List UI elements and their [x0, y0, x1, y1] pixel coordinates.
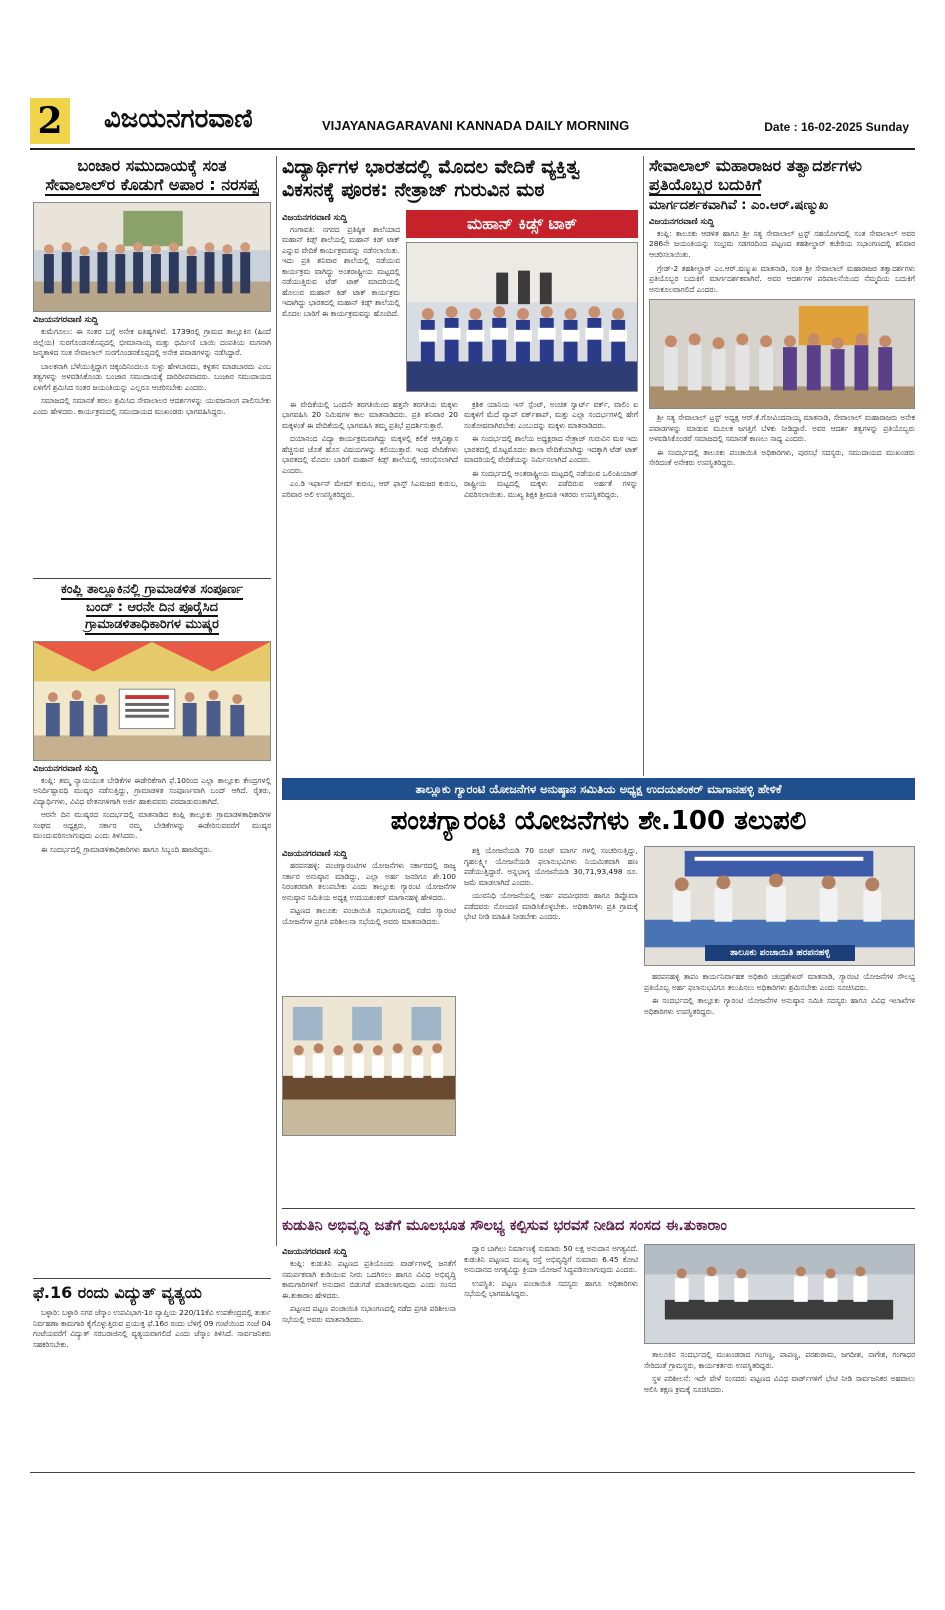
paragraph: ಗ್ರೇಡ್-2 ತಹಶೀಲ್ದಾರ್ ಎಂ.ಆರ್.ಷಣ್ಮುಖ ಮಾತನಾಡಿ, ಸಂತ ಶ್ರೀ ಸೇವಾಲಾಲ್ ಮಹಾರಾಜರ ತತ್ವಾದರ್ಶಗಳು ಪ್ರತಿಯೊಬ್ಬರ ಬದುಕಿಗೆ ಮಾರ್ಗದರ್ಶಕವಾಗಿವೆ. ಅವರ ಆದರ್ಶಗಳ ಪರಿಪಾಲನೆಯಿಂದ ನೆಮ್ಮದಿಯ ಬದುಕಿಗೆ ಅನುಕೂಲವಾಗಲಿದೆ ಎಂದರು.	[649, 263, 915, 294]
paragraph: ಈ ಸಂದರ್ಭದಲ್ಲಿ ತಾಲ್ಲೂಕು ಗ್ಯಾರಂಟಿ ಯೋಜನೆಗಳ ಅನುಷ್ಠಾನ ಸಮಿತಿ ಸದಸ್ಯರು ಹಾಗೂ ವಿವಿಧ ಇಲಾಖೆಗಳ ಅಧಿಕಾರಿಗಳು ಉಪಸ್ಥಿತರಿದ್ದರು.	[644, 996, 915, 1016]
story-body	[282, 1259, 456, 1325]
paragraph: ಬಳ್ಳಾರಿ: ಬಳ್ಳಾರಿ ನಗರ ಜೆಸ್ಕಾಂ ಉಪವಿಭಾಗ-1ರ ವ್ಯಾಪ್ತಿಯ 220/11ಕೆವಿ ಉಪಕೇಂದ್ರದಲ್ಲಿ ತುರ್ತು ನಿರ್ವಹಣಾ ಕಾಮಗಾರಿ ಕೈಗೊಳ್ಳುತ್ತಿರುವ ಪ್ರಯುಕ್ತ ಫೆ.16ರ ರಂದು ಬೆಳಿಗ್ಗೆ 09 ಗಂಟೆಯಿಂದ ಸಂಜೆ 04 ಗಂಟೆಯವರೆಗೆ ವಿದ್ಯುತ್ ಸರಬರಾಜಿನಲ್ಲಿ ವ್ಯತ್ಯಯವಾಗಲಿದೆ ಎಂದು ಜೆಸ್ಕಾಂ ತಿಳಿಸಿದೆ. ಸಾರ್ವಜನಿಕರು ಸಹಕರಿಸಬೇಕು.	[33, 1308, 271, 1349]
paragraph: ಕಂಪ್ಲಿ: ತಾಲೂಕು ಆಡಳಿತ ಹಾಗೂ ಶ್ರೀ ಸತ್ಯ ಸೇವಾಲಾಲ್ ಟ್ರಸ್ಟ್ ಸಹಯೋಗದಲ್ಲಿ ಸಂತ ಸೇವಾಲಾಲ್ ಅವರ 286ನೇ ಜಯಂತಿಯನ್ನು ಸಂಭ್ರಮ ಸಡಗರದಿಂದ ಪಟ್ಟಣದ ತಹಶೀಲ್ದಾರ್ ಕಚೇರಿಯ ಸಭಾಂಗಣದಲ್ಲಿ ಶನಿವಾರ ಆಚರಿಸಲಾಯಿತು.	[649, 228, 915, 259]
story-body	[649, 413, 915, 469]
headline-line: ಪ್ರತಿಯೊಬ್ಬರ ಬದುಕಿಗೆ	[649, 175, 761, 196]
photo-sevalal-event	[649, 299, 915, 409]
headline-line: ಬಂದ್ : ಆರನೇ ದಿನ ಪೂರೈಸಿದ	[86, 600, 218, 618]
dateline: ವಿಜಯನಗರವಾಣಿ ಸುದ್ದಿ	[282, 849, 348, 859]
story-body	[644, 1350, 915, 1395]
story-body	[644, 972, 915, 1017]
dateline: ವಿಜಯನಗರವಾಣಿ ಸುದ್ದಿ	[282, 1247, 348, 1257]
newspaper-title-kannada: ವಿಜಯನಗರವಾಣಿ	[104, 104, 253, 134]
paragraph: ದಯಾನಂದ ವಿದ್ಯಾ ಕಾರ್ಯಕ್ರಮವಾಗಿದ್ದು ಮಕ್ಕಳಲ್ಲಿ ಕಲಿಕೆ ಆತ್ಮವಿಶ್ವಾಸ ಹೆಚ್ಚಿಸುವ ಜೊತೆ ಹೊಸ ವಿಷಯಗಳನ್ನು ಕಲಿಯುತ್ತಾರೆ. ಇಂಥ ವೇದಿಕೆಗಳು ಭಾರತದಲ್ಲಿ ಮೊದಲ ಬಾರಿಗೆ ಮಹಾನ್ ಕಿಡ್ಸ್ ಶಾಲೆಯಲ್ಲಿ ಆರಂಭಿಸಲಾಗಿದೆ ಎಂದರು.	[282, 434, 458, 475]
story-divider	[33, 1278, 271, 1279]
story-body	[33, 776, 271, 856]
paragraph: ಪಟ್ಟಣದ ಪಟ್ಟಣ ಪಂಚಾಯಿತಿ ಸಭಾಂಗಣದಲ್ಲಿ ನಡೆದ ಪ್ರಗತಿ ಪರಿಶೀಲನಾ ಸಭೆಯಲ್ಲಿ ಅವರು ಮಾತನಾಡಿದರು.	[282, 1304, 456, 1324]
story-sevalal-tahsildar	[649, 156, 915, 472]
paragraph: ಬಾಲಕನಾಗಿ ಬೆಳೆಯುತ್ತಿದ್ದಾಗ ಚಿಕ್ಕಂದಿನಿಂದಲೂ ಸುಳ್ಳು ಹೇಳಬಾರದು, ಕಳ್ಳತನ ಮಾಡಬಾರದು ಎಂಬ ತತ್ವಗಳನ್ನು ಅಳವಡಿಸಿಕೊಂಡು ಬಂಜಾರ ಸಮುದಾಯಕ್ಕೆ ದಾರಿದೀಪವಾದರು. ಬಂಜಾರ ಸಮುದಾಯದ ಏಳಿಗೆಗೆ ಶ್ರಮಿಸಿದ ಸಂತರ ಜಯಂತಿಯನ್ನು ಎಲ್ಲರೂ ಆಚರಿಸಬೇಕು ಎಂದರು.	[33, 361, 271, 392]
headline: ಕುಡುತಿನಿ ಅಭಿವೃದ್ಧಿ ಜತೆಗೆ ಮೂಲಭೂತ ಸೌಲಭ್ಯ ಕಲ್ಪಿಸುವ ಭರವಸೆ ನೀಡಿದ ಸಂಸದ ಈ.ತುಕಾರಾಂ	[282, 1218, 727, 1234]
paragraph: ಯುವನಿಧಿ ಯೋಜನೆಯಲ್ಲಿ ಅರ್ಹ ಪದವೀಧರರು ಹಾಗೂ ಡಿಪ್ಲೊಮಾ ಪಡೆದವರು ನೋಂದಣಿ ಮಾಡಿಸಿಕೊಳ್ಳಬೇಕು. ಅಧಿಕಾರಿಗಳು ಪ್ರತಿ ಗ್ರಾಮಕ್ಕೆ ಭೇಟಿ ನೀಡಿ ಮಾಹಿತಿ ನೀಡಬೇಕು ಎಂದರು.	[464, 891, 638, 922]
masthead	[30, 98, 915, 150]
text-column	[464, 400, 638, 504]
story-body	[464, 1244, 638, 1300]
story-body	[282, 861, 456, 927]
photo-students-stage	[406, 242, 638, 392]
story-tukaram	[282, 1212, 915, 1464]
text-column	[282, 846, 456, 930]
paragraph: ಈ ಸಂದರ್ಭದಲ್ಲಿ ಅಂತರಾಷ್ಟ್ರೀಯ ಮಟ್ಟದಲ್ಲಿ ನಡೆಯುವ ಒಲಿಂಪಿಯಾಡ್ ರಾಷ್ಟ್ರೀಯ ಮಟ್ಟದಲ್ಲಿ ಮಕ್ಕಳು ಪಡೆದಿರುವ ಅರ್ಹತೆ ಗಳನ್ನು ವಿವರಿಸಲಾಯಿತು. ಮುಖ್ಯ ಶಿಕ್ಷಕಿ ಶ್ರೀಮತಿ ಇತರರು ಉಪಸ್ಥಿತರಿದ್ದರು.	[464, 468, 638, 499]
headline-line: ಸೇವಾಲಾಲ್ ಮಹಾರಾಜರ ತತ್ವಾದರ್ಶಗಳು	[649, 156, 862, 175]
story-kampli-strike	[33, 582, 271, 858]
paragraph: ಆರನೇ ದಿನ ಮುಷ್ಕರದ ಸಂದರ್ಭದಲ್ಲಿ ಮಾತನಾಡಿದ ಕಂಪ್ಲಿ ತಾಲ್ಲೂಕು ಗ್ರಾಮಾಡಳಿತಾಧಿಕಾರಿಗಳ ಸಂಘದ ಅಧ್ಯಕ್ಷರು, ಸರ್ಕಾರ ನಮ್ಮ ಬೇಡಿಕೆಗಳನ್ನು ಈಡೇರಿಸುವವರೆಗೆ ಮುಷ್ಕರ ಮುಂದುವರಿಸಲಾಗುವುದು ಎಂದು ತಿಳಿಸಿದರು.	[33, 810, 271, 841]
page-bottom-rule	[30, 1472, 915, 1473]
photo-review-meeting	[644, 1244, 915, 1344]
text-column	[644, 1350, 915, 1398]
story-body	[282, 400, 458, 501]
paragraph: ತಾಲೂಕಿನ ಸಂದರ್ಭದಲ್ಲಿ ಮುಖಂಡರಾದ ಗಂಗಣ್ಣ, ಪಾಪಣ್ಣ, ಪರಶುರಾಮ, ಜಗದೀಶ, ನಾಗೇಶ, ಗಂಗಾಧರ ಸೇರಿದಂತೆ ಗ್ರಾಮಸ್ಥರು, ಕಾರ್ಯಕರ್ತರು ಉಪಸ್ಥಿತರಿದ್ದರು.	[644, 1350, 915, 1370]
paragraph: ಸಮಾಜದಲ್ಲಿ ಸಮಾನತೆ ತರಲು ಶ್ರಮಿಸಿದ ಸೇವಾಲಾಲರ ಆದರ್ಶಗಳನ್ನು ಯುವಜನಾಂಗ ಪಾಲಿಸಬೇಕು ಎಂದು ಹೇಳಿದರು. ಕಾರ್ಯಕ್ರಮದಲ್ಲಿ ಸಮುದಾಯದ ಮುಖಂಡರು ಭಾಗವಹಿಸಿದ್ದರು.	[33, 396, 271, 416]
photo-strike-tent	[33, 641, 271, 761]
headline-line: ಮಾರ್ಗದರ್ಶಕವಾಗಿವೆ : ಎಂ.ಆರ್.ಷಣ್ಮುಖ	[649, 198, 829, 214]
story-layout	[282, 1244, 915, 1464]
dateline: ವಿಜಯನಗರವಾಣಿ ಸುದ್ದಿ	[33, 315, 99, 326]
text-column	[282, 1244, 456, 1328]
text-column	[464, 1244, 638, 1303]
headline	[649, 156, 915, 214]
column-rule	[643, 156, 644, 776]
headline-line: ಕಂಪ್ಲಿ ತಾಲ್ಲೂಕಿನಲ್ಲಿ ಗ್ರಾಮಾಡಳಿತ ಸಂಪೂರ್ಣ	[61, 582, 243, 600]
story-body	[649, 229, 915, 295]
subheadline-banner: ತಾಲ್ಲೂಕು ಗ್ಯಾರಂಟಿ ಯೋಜನೆಗಳ ಅನುಷ್ಠಾನ ಸಮಿತಿಯ ಅಧ್ಯಕ್ಷ ಉದಯಶಂಕರ್ ಮಾಗಾನಹಳ್ಳಿ ಹೇಳಿಕೆ	[282, 778, 915, 800]
headline	[33, 156, 271, 196]
paragraph: ಈ ಸಂದರ್ಭದಲ್ಲಿ ತಾಲೂಕು ಪಂಚಾಯಿತಿ ಅಧಿಕಾರಿಗಳು, ಪುರಸಭೆ ಸದಸ್ಯರು, ಸಮುದಾಯದ ಮುಖಂಡರು ಸೇರಿದಂತೆ ಅನೇಕರು ಉಪಸ್ಥಿತರಿದ್ದರು.	[649, 447, 915, 468]
story-body	[33, 327, 271, 417]
paragraph: ದ್ವಾರ ಬಾಗಿಲು ನಿರ್ಮಾಣಕ್ಕೆ ಸುಮಾರು 50 ಲಕ್ಷ ಅನುದಾನ ಅಗತ್ಯವಿದೆ. ಕುಡುತಿನಿ ಪಟ್ಟಣದ ಮುಖ್ಯ ರಸ್ತೆ ಅಭಿವೃದ್ಧಿಗೆ ಸುಮಾರು 6.45 ಕೋಟಿ ಅನುದಾನದ ಅಗತ್ಯವಿದ್ದು ಕ್ರಿಯಾ ಯೋಜನೆ ಸಿದ್ಧಪಡಿಸಲಾಗುವುದು ಎಂದರು.	[464, 1244, 638, 1275]
photo-meeting-hall	[282, 996, 456, 1136]
story-layout	[282, 846, 915, 1236]
text-column	[644, 972, 915, 1020]
column-rule	[276, 156, 277, 776]
paragraph: ಹರಪನಹಳ್ಳಿ ತಾಪಂ ಕಾರ್ಯನಿರ್ವಾಹಕ ಅಧಿಕಾರಿ ಚಂದ್ರಶೇಖರ್ ಮಾತನಾಡಿ, ಗ್ಯಾರಂಟಿ ಯೋಜನೆಗಳ ಸೌಲಭ್ಯ ಪ್ರತಿಯೊಬ್ಬ ಅರ್ಹ ಫಲಾನುಭವಿಗೂ ತಲುಪಿಸಲು ಅಧಿಕಾರಿಗಳು ಶ್ರಮಿಸಬೇಕು ಎಂದು ಸೂಚಿಸಿದರು.	[644, 972, 915, 992]
paragraph: ಶಕ್ತಿ ಯೋಜನೆಯಡಿ 70 ರೂಟ್ ಮಾರ್ಗ ಗಳಲ್ಲಿ ಸಂಚರಿಸುತ್ತಿದ್ದು, ಗೃಹಲಕ್ಷ್ಮೀ ಯೋಜನೆಯಡಿ ಫಲಾನುಭವಿಗಳು ನಿಯಮಿತವಾಗಿ ಹಣ ಪಡೆಯುತ್ತಿದ್ದಾರೆ. ಅನ್ನಭಾಗ್ಯ ಯೋಜನೆಯಡಿ 30,71,93,498 ರೂ. ಜಮೆ ಮಾಡಲಾಗಿದೆ ಎಂದರು.	[464, 846, 638, 887]
paragraph: ಕಂಪ್ಲಿ: ಕುಡುತಿನಿ ಪಟ್ಟಣದ ಪ್ರತಿಯೊಂದು ವಾರ್ಡ್‌ಗಳಲ್ಲಿ ಜನತೆಗೆ ಸಮರ್ಪಕವಾಗಿ ಕುಡಿಯುವ ನೀರು ಒದಗಿಸಲು ಹಾಗೂ ವಿವಿಧ ಅಭಿವೃದ್ಧಿ ಕಾಮಗಾರಿಗಳಿಗೆ ಅನುದಾನ ಬಿಡುಗಡೆ ಮಾಡಲಾಗುವುದು ಎಂದು ಸಂಸದ ಈ.ತುಕಾರಾಂ ಹೇಳಿದರು.	[282, 1259, 456, 1300]
story-guarantee-schemes	[282, 778, 915, 1236]
paragraph: ಈ ಸಂದರ್ಭದಲ್ಲಿ ಗ್ರಾಮಾಡಳಿತಾಧಿಕಾರಿಗಳು ಹಾಗೂ ಸಿಬ್ಬಂದಿ ಹಾಜರಿದ್ದರು.	[41, 844, 213, 854]
paragraph: ಶ್ರೀ ಸತ್ಯ ಸೇವಾಲಾಲ್ ಟ್ರಸ್ಟ್ ಅಧ್ಯಕ್ಷ ಆರ್.ಕೆ.ಗೋವಿಂದನಾಯ್ಕ ಮಾತನಾಡಿ, ಸೇವಾಲಾಲ್ ಮಹಾರಾಜರು ಅನೇಕ ಪವಾಡಗಳನ್ನು ಮಾಡುವ ಮೂಲಕ ಜಗತ್ತಿಗೆ ಬೆಳಕು ನೀಡಿದ್ದಾರೆ. ಅವರ ಆದರ್ಶ ತತ್ವಗಳನ್ನು ಪ್ರತಿಯೊಬ್ಬರು ಅಳವಡಿಸಿಕೊಂಡರೆ ಸಮಾಜದಲ್ಲಿ ಸಮಾನತೆ ಕಾಣಲು ಸಾಧ್ಯ ಎಂದರು.	[649, 413, 915, 444]
story-banjara	[33, 156, 271, 421]
paragraph: ಈ ವೇದಿಕೆಯಲ್ಲಿ ಒಂದನೇ ತರಗತಿಯಿಂದ ಹತ್ತನೇ ತರಗತಿಯ ಮಕ್ಕಳು ಭಾಗವಹಿಸಿ 20 ನಿಮಿಷಗಳ ಕಾಲ ಮಾತನಾಡಿದರು. ಪ್ರತಿ ಶನಿವಾರ 20 ಮಕ್ಕಳಂತೆ ಈ ವೇದಿಕೆಯಲ್ಲಿ ಭಾಗವಹಿಸಿ ತಮ್ಮ ಪ್ರತಿಭೆ ಪ್ರದರ್ಶಿಸುತ್ತಾರೆ.	[282, 399, 458, 430]
page-number: 2	[30, 98, 70, 144]
story-body	[282, 225, 400, 320]
headline-line: ವಿಕಸನಕ್ಕೆ ಪೂರಕ: ನೇತ್ರಾಜ್ ಗುರುವಿನ ಮಠ	[282, 178, 545, 201]
dateline: ವಿಜಯನಗರವಾಣಿ ಸುದ್ದಿ	[282, 212, 348, 223]
dateline: ವಿಜಯನಗರವಾಣಿ ಸುದ್ದಿ	[649, 216, 715, 227]
headline-line: ವಿದ್ಯಾರ್ಥಿಗಳ ಭಾರತದಲ್ಲಿ ಮೊದಲ ವೇದಿಕೆ ವ್ಯಕ್ತಿತ್ವ	[282, 156, 580, 178]
paragraph: ಕ್ರಶಿಕ ಯಾನಿಯ ಇಸ್ ಸ್ಪೆಂಟ್, ಅಂಚಿತ ಸ್ವಾರ್ಟ್ ವರ್ಕ್, ವಾಲಿಂ ಐ ಮಕ್ಕಳಿಗೆ ಮೆದೆ ವ್ಯಾಪ್ ವರ್ಕ್‌ಶಾಪ್, ಮತ್ತು ಎಲ್ಲಾ ಸಂದರ್ಭಗಳಲ್ಲಿ ಹೇಗೆ ಸಂತೋಷವಾಗಿರಬೇಕು ಎಂಬುದನ್ನು ಮಕ್ಕಳು ಮಾತನಾಡಿದರು.	[464, 399, 638, 430]
story-body	[33, 1308, 271, 1350]
section-label: ಮಹಾನ್ ಕಿಡ್ಸ್ ಟಾಕ್	[406, 210, 638, 238]
paragraph: ಎಂ.ಡಿ ಇರ್ಫಾನ್ ಮೇಮ್ ಕುರುಬ, ಆರ್ ಫಾಸ್ತ್ ಸಿಎಮಜರ ಕುರುಬ, ಪರಿವಾರ ಅಲಿ ಉಪಸ್ಥಿತರಿದ್ದರು.	[282, 479, 458, 499]
dateline: ವಿಜಯನಗರವಾಣಿ ಸುದ್ದಿ	[33, 763, 99, 774]
story-mahan-kids-talk	[282, 156, 638, 520]
photo-banjara-group	[33, 202, 271, 312]
headline-line: ಬಂಜಾರ ಸಮುದಾಯಕ್ಕೆ ಸಂತ	[77, 156, 227, 175]
issue-date: Date : 16-02-2025 Sunday	[764, 120, 909, 134]
newspaper-title-english: VIJAYANAGARAVANI KANNADA DAILY MORNING	[322, 118, 630, 133]
story-divider	[33, 578, 271, 579]
paragraph: ಗಂಗಾವತಿ: ನಗರದ ಪ್ರತಿಷ್ಠಿತ ಶಾಲೆಯಾದ ಮಹಾನ್ ಕಿಡ್ಸ್ ಶಾಲೆಯಲ್ಲಿ ಮಹಾನ್ ಕಿಡ್ ಟಾಕ್ ಎನ್ನುವ ವೇದಿಕೆ ಕಾರ್ಯಕ್ರಮವನ್ನು ನಡೆಸಲಾಯಿತು. ಇದು ಪ್ರತಿ ಶನಿವಾರ ಶಾಲೆಯಲ್ಲಿ ನಡೆಯುವ ಕಾರ್ಯಕ್ರಮ ವಾಗಿದ್ದು ಅಂತರಾಷ್ಟ್ರೀಯ ಮಟ್ಟದಲ್ಲಿ ನಡೆಯುತ್ತಿರುವ ಟೆಡ್ ಟಾಕ್ ಮಾದರಿಯಲ್ಲಿ ಹೊಲುವ ಮಹಾನ್ ಕಿಡ್ ಟಾಕ್ ಕಾರ್ಯಕ್ರಮ ಇದಾಗಿದ್ದು ಭಾರತದಲ್ಲಿ ಮಹಾನ್ ಕಿಡ್ಸ್ ಶಾಲೆಯಲ್ಲಿ ಮೊದಲ ಬಾರಿಗೆ ಈ ಕಾರ್ಯಕ್ರಮವನ್ನು ಹೊಂದಿದೆ.	[282, 224, 400, 318]
paragraph: ಕಂಪ್ಲಿ: ತಮ್ಮ ನ್ಯಾಯಯುತ ಬೇಡಿಕೆಗಳ ಈಡೇರಿಕೆಗಾಗಿ ಫೆ.10ರಿಂದ ಎಲ್ಲಾ ತಾಲ್ಲೂಕು ಕೇಂದ್ರಗಳಲ್ಲಿ ಅನಿರ್ದಿಷ್ಟಾವಧಿ ಮುಷ್ಕರ ನಡೆಸುತ್ತಿದ್ದು, ಗ್ರಾಮಾಡಳಿತ ಸಂಪೂರ್ಣವಾಗಿ ಬಂದ್ ಆಗಿದೆ. ರೈತರು, ವಿದ್ಯಾರ್ಥಿಗಳು, ವಿವಿಧ ವೇತನಗಳಿಗಾಗಿ ಅರ್ಜಿ ಹಾಕುವವರು ಪರದಾಡುವಂತಾಗಿದೆ.	[33, 775, 271, 806]
paragraph: ಪಟ್ಟಣದ ತಾಲೂಕು ಪಂಚಾಯಿತಿ ಸಭಾಂಗಣದಲ್ಲಿ ನಡೆದ ಗ್ಯಾರಂಟಿ ಯೋಜನೆಗಳ ಪ್ರಗತಿ ಪರಿಶೀಲನಾ ಸಭೆಯಲ್ಲಿ ಅವರು ಮಾತನಾಡಿದರು.	[282, 906, 456, 926]
text-column	[464, 846, 638, 926]
headline-line: ಗ್ರಾಮಾಡಳಿತಾಧಿಕಾರಿಗಳ ಮುಷ್ಕರ	[85, 617, 219, 635]
story-body	[464, 846, 638, 923]
story-body	[464, 400, 638, 501]
headline: ಫೆ.16 ರಂದು ವಿದ್ಯುತ್ ವ್ಯತ್ಯಯ	[33, 1283, 202, 1302]
story-layout	[282, 210, 638, 520]
headline	[33, 582, 271, 635]
paragraph: ಹರಪನಹಳ್ಳಿ: ಪಂಚಗ್ಯಾರಂಟಿಗಳ ಯೋಜನೆಗಳು ಸರ್ಕಾರದಲ್ಲಿ ರಾಜ್ಯ ಸರ್ಕಾರ ಅನುಷ್ಠಾನ ಮಾಡಿದ್ದು, ಎಲ್ಲಾ ಅರ್ಹ ಜನರಿಗೂ ಶೇ.100 ನಿರಂತರವಾಗಿ ತಲುಪಬೇಕು ಎಂದು ತಾಲ್ಲೂಕು ಗ್ಯಾರಂಟಿ ಯೋಜನೆಗಳ ಅನುಷ್ಠಾನ ಸಮಿತಿಯ ಅಧ್ಯಕ್ಷ ಉದಯಶಂಕರ್ ಮಾಗಾನಹಳ್ಳಿ ಹೇಳಿದರು.	[282, 861, 456, 902]
paragraph: ಸ್ಥಳ ಪರಿಶೀಲನೆ: ಇದೇ ವೇಳೆ ಸಂಸದರು ಪಟ್ಟಣದ ವಿವಿಧ ವಾರ್ಡ್‌ಗಳಿಗೆ ಭೇಟಿ ನೀಡಿ ಸಾರ್ವಜನಿಕರ ಅಹವಾಲು ಆಲಿಸಿ ತಕ್ಷಣ ಕ್ರಮಕ್ಕೆ ಸೂಚಿಸಿದರು.	[644, 1374, 915, 1394]
paragraph: ಉಪಸ್ಥಿತಿ: ಪಟ್ಟಣ ಪಂಚಾಯಿತಿ ಸದಸ್ಯರು ಹಾಗೂ ಅಧಿಕಾರಿಗಳು ಸಭೆಯಲ್ಲಿ ಭಾಗವಹಿಸಿದ್ದರು.	[464, 1278, 638, 1299]
headline: ಪಂಚಗ್ಯಾರಂಟಿ ಯೋಜನೆಗಳು ಶೇ.100 ತಲುಪಲಿ	[390, 806, 807, 836]
text-column	[282, 210, 400, 323]
photo-taluk-panchayat-stage	[644, 846, 915, 966]
headline-line: ಸೇವಾಲಾಲ್‌ರ ಕೊಡುಗೆ ಅಪಾರ : ನರಸಪ್ಪ	[45, 175, 258, 196]
paragraph: ಈ ಸಂದರ್ಭದಲ್ಲಿ ಶಾಲೆಯ ಅಧ್ಯಕ್ಷರಾದ ನೇತ್ರಾಜ್ ಗುರುವಿನ ಮಠ ಇದು ಭಾರತದಲ್ಲಿ ಮೊಟ್ಟಮೊದಲ ಶಾಲಾ ವೇದಿಕೆಯಾಗಿದ್ದು ಇದಕ್ಕಾಗಿ ಟೆಡ್ ಟಾಕ್ ಮಾದರಿಯಲ್ಲಿ ವೇದಿಕೆಯನ್ನು ನಿರ್ಮಿಸಲಾಗಿದೆ ಎಂದರು.	[464, 434, 638, 465]
paragraph: ಕುಮೆಗೂಲು: ಈ ಸಂತರ ಬಗ್ಗೆ ಅನೇಕ ಐತಿಹ್ಯಗಳಿವೆ. 1739ರಲ್ಲಿ ಗ್ರಾಮದ ತಾಲ್ಲೂಕಿನ (ಹಿಂದೆ ಜಿಲ್ಲೆಯ) ಸುರಗೊಂಡನಕೊಪ್ಪದಲ್ಲಿ ಭೀಮಾನಾಯ್ಕ ಮತ್ತು ಧರ್ಮಿಣಿ ಬಾಯಿ ದಂಪತಿಯ ಮಗನಾಗಿ ಜನ್ಮತಾಳಿದ ಸಂತ ಸೇವಾಲಾಲ್ ಸುರಗೊಂಡನಕೊಪ್ಪದಲ್ಲಿ ಅನೇಕ ಪವಾಡಗಳನ್ನು ನಡೆಸಿದ್ದಾರೆ.	[33, 327, 271, 358]
story-divider	[282, 1208, 915, 1209]
column-rule	[276, 776, 277, 1246]
headline	[282, 156, 638, 202]
story-power-cut	[33, 1283, 271, 1353]
photo-caption: ತಾಲೂಕು ಪಂಚಾಯಿತಿ ಹರಪನಹಳ್ಳಿ	[705, 945, 855, 961]
text-column	[282, 400, 458, 504]
